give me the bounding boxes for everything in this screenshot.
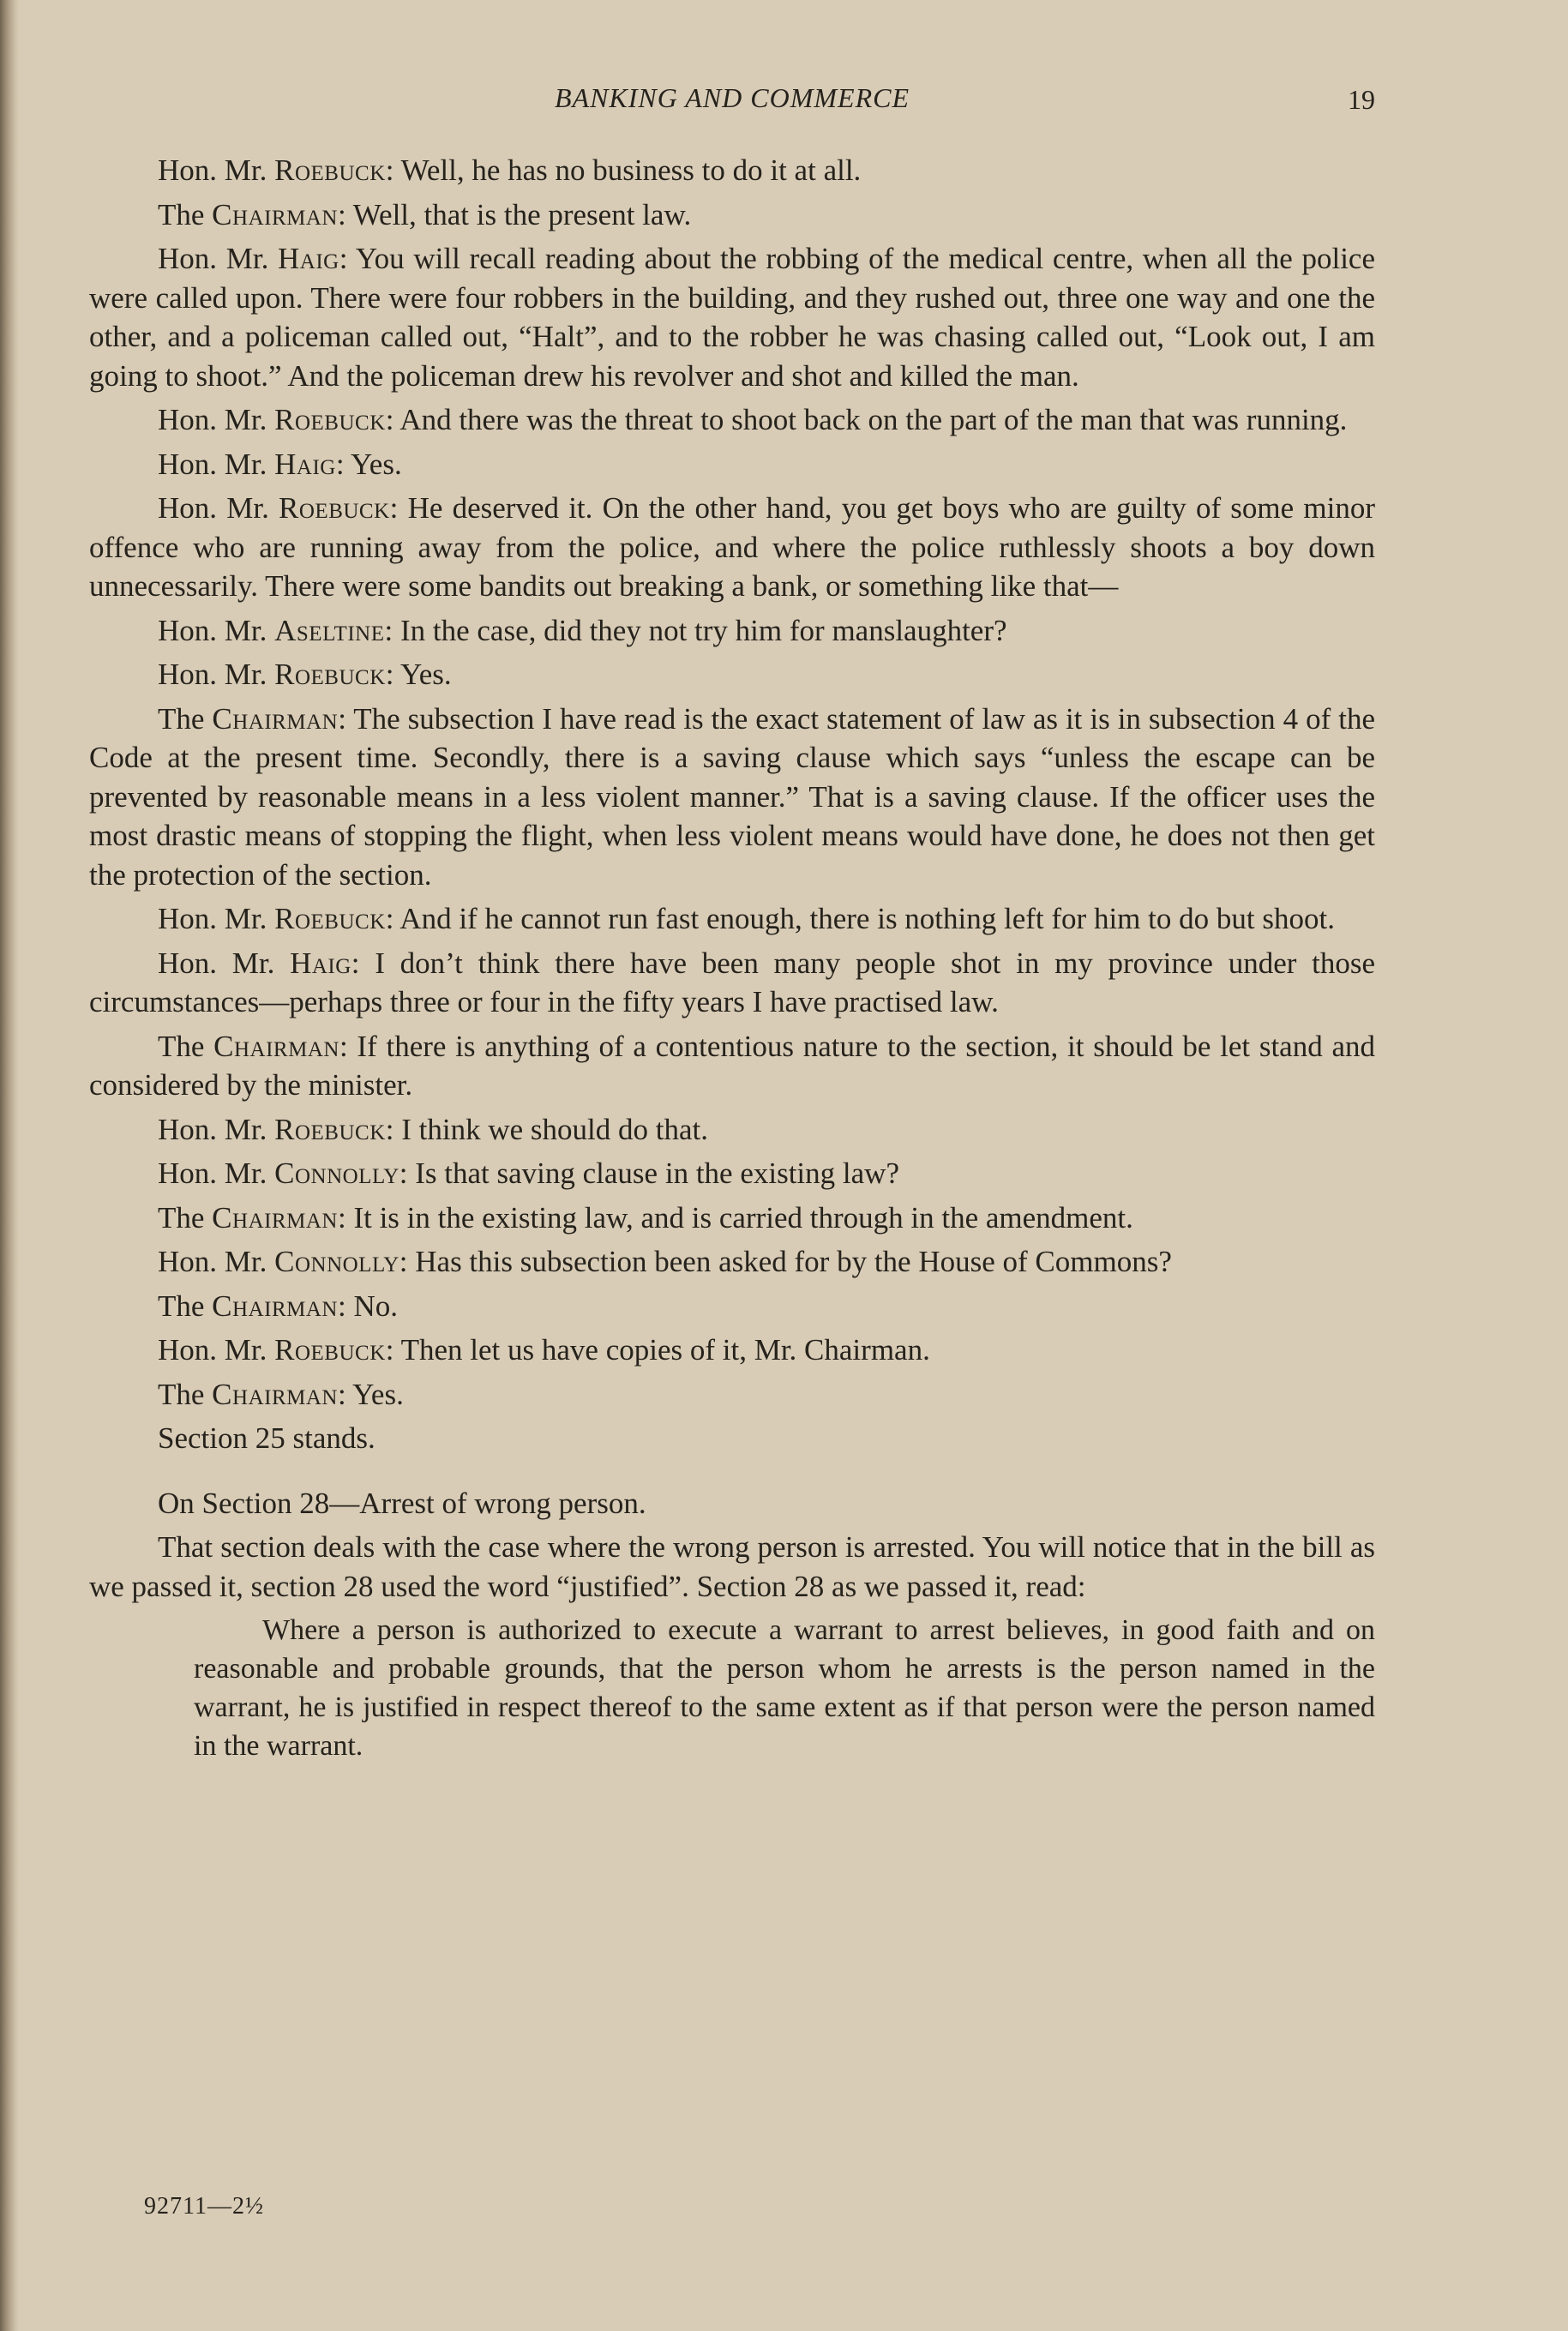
speaker-title: The (158, 701, 213, 736)
speaker-name: Roebuck (274, 902, 386, 935)
running-head (89, 82, 1375, 134)
speech-text: : Has this subsection been asked for by the House of Commons? (399, 1245, 1172, 1278)
dialogue-paragraph (89, 655, 1375, 694)
speech-text: : Is that saving clause in the existing law? (399, 1156, 899, 1190)
dialogue-paragraph (89, 1375, 1375, 1415)
speech-text: : Then let us have copies of it, Mr. Chairman. (385, 1333, 930, 1367)
speech-text: : The subsection I have read is the exact statement of law as it is in subsection 4 of the Code at the present time. Secondly, there is a saving clause which says “unless the escape can be prevented by reasonable means in a less violent manner.” That is a saving clause. If the officer uses the most drastic means of stopping the flight, when less violent means would have done, he does not then get the protection of the section. (89, 701, 1375, 892)
dialogue-paragraph (89, 1287, 1375, 1326)
speech-text: : In the case, did they not try him for manslaughter? (384, 613, 1007, 647)
dialogue-list (89, 151, 1375, 1458)
speech-text: : I don’t think there have been many people shot in my province under those circumstances—perhaps three or four in the fifty years I have practised law. (89, 946, 1375, 1018)
dialogue-paragraph (89, 400, 1375, 440)
dialogue-paragraph (89, 1242, 1375, 1282)
speaker-name: Chairman (212, 1289, 338, 1323)
speaker-title: The (158, 1200, 213, 1235)
speaker-name: Connolly (274, 1245, 400, 1278)
speech-text: : And there was the threat to shoot back on the part of the man that was running. (385, 403, 1348, 436)
document-page (89, 82, 1375, 1765)
transcript-body (89, 151, 1375, 1765)
speech-text: : If there is anything of a contentious nature to the section, it should be let stand and considered by the minister. (89, 1029, 1375, 1102)
printer-signature: 92711—2½ (144, 2193, 264, 2220)
speaker-title: Hon. Mr. (158, 1245, 275, 1278)
running-head-title: BANKING AND COMMERCE (554, 82, 910, 113)
speaker-title: Hon. Mr. (158, 153, 275, 187)
dialogue-paragraph (89, 1199, 1375, 1238)
dialogue-paragraph (89, 1331, 1375, 1370)
speech-text: : I think we should do that. (385, 1112, 708, 1146)
dialogue-paragraph (89, 1419, 1375, 1458)
speech-text: : Yes. (335, 447, 402, 481)
dialogue-paragraph (89, 899, 1375, 939)
speaker-title: Hon. Mr. (158, 403, 275, 436)
dialogue-paragraph (89, 1110, 1375, 1150)
dialogue-paragraph (89, 445, 1375, 484)
dialogue-paragraph (89, 944, 1375, 1022)
speaker-name: Roebuck (274, 153, 386, 187)
speaker-name: Chairman (212, 1200, 338, 1235)
speech-text: : No. (337, 1289, 398, 1323)
dialogue-paragraph (89, 195, 1375, 235)
speaker-name: Haig (274, 447, 336, 481)
dialogue-paragraph (89, 489, 1375, 606)
section-intro: That section deals with the case where the wrong person is arrested. You will notice that in the bill as we passed it, section 28 used the word “justified”. Section 28 as we passed it, read: (89, 1530, 1375, 1603)
section-gap (89, 1463, 1375, 1484)
speaker-name: Connolly (274, 1156, 400, 1190)
dialogue-paragraph (89, 1027, 1375, 1105)
section-heading: On Section 28—Arrest of wrong person. (158, 1486, 646, 1520)
speaker-title: Hon. Mr. (158, 491, 279, 525)
speaker-name: Haig (290, 946, 351, 980)
speaker-title: Hon. Mr. (158, 1112, 275, 1146)
speaker-title: Hon. Mr. (158, 658, 275, 691)
speaker-name: Roebuck (274, 1333, 386, 1367)
speech-text: : He deserved it. On the other hand, you get boys who are guilty of some minor offence who are running away from the police, and where the police ruthlessly shoots a boy down unnecessarily. There were some bandits out breaking a bank, or something like that— (89, 491, 1375, 603)
speaker-title: Hon. Mr. (158, 1333, 275, 1367)
dialogue-paragraph (89, 700, 1375, 895)
speech-text: : It is in the existing law, and is carried through in the amendment. (337, 1200, 1133, 1235)
speech-text: : Yes. (385, 658, 452, 691)
speaker-title: Hon. Mr. (158, 242, 279, 275)
speech-text: : Well, that is the present law. (337, 197, 692, 231)
speaker-title: Hon. Mr. (158, 902, 275, 935)
speaker-name: Chairman (212, 197, 338, 231)
dialogue-paragraph (89, 151, 1375, 190)
speaker-name: Roebuck (274, 403, 386, 436)
speech-text: : You will recall reading about the robbing of the medical centre, when all the police were called upon. There were four robbers in the building, and they rushed out, three one way and one the other, and a policeman called out, “Halt”, and to the robber he was chasing called out, “Look out, I am going to shoot.” And the policeman drew his revolver and shot and killed the man. (89, 242, 1375, 393)
speaker-title: The (158, 1029, 214, 1063)
speaker-title: Hon. Mr. (158, 1156, 275, 1190)
speaker-name: Chairman (212, 701, 339, 736)
speaker-title: The (158, 1289, 213, 1323)
speech-text: : Yes. (337, 1377, 404, 1411)
speaker-name: Roebuck (279, 491, 390, 525)
speech-text: : And if he cannot run fast enough, there is nothing left for him to do but shoot. (385, 902, 1335, 935)
speaker-name: Roebuck (274, 658, 386, 691)
dialogue-paragraph (89, 1154, 1375, 1193)
speaker-name: Haig (278, 242, 339, 275)
speaker-title: Hon. Mr. (158, 946, 291, 980)
speaker-title: Hon. Mr. (158, 447, 275, 481)
quoted-statute: Where a person is authorized to execute a warrant to arrest believes, in good faith and on reasonable and probable grounds, that the person whom he arrests is the person named in the warrant, he is justified in respect thereof to the same extent as if that person were the person named in the warrant. (194, 1614, 1375, 1762)
speaker-name: Aseltine (274, 613, 385, 647)
dialogue-paragraph (89, 239, 1375, 395)
speaker-title: Hon. Mr. (158, 613, 275, 647)
speech-text: Section 25 stands. (158, 1421, 375, 1455)
dialogue-paragraph (89, 611, 1375, 651)
speaker-name: Chairman (213, 1029, 339, 1063)
speaker-title: The (158, 197, 213, 231)
speech-text: : Well, he has no business to do it at all. (385, 153, 862, 187)
speaker-title: The (158, 1377, 213, 1411)
speaker-name: Chairman (212, 1377, 338, 1411)
page-binding-shadow (0, 0, 19, 2331)
speaker-name: Roebuck (274, 1112, 386, 1146)
page-number: 19 (1348, 84, 1375, 115)
